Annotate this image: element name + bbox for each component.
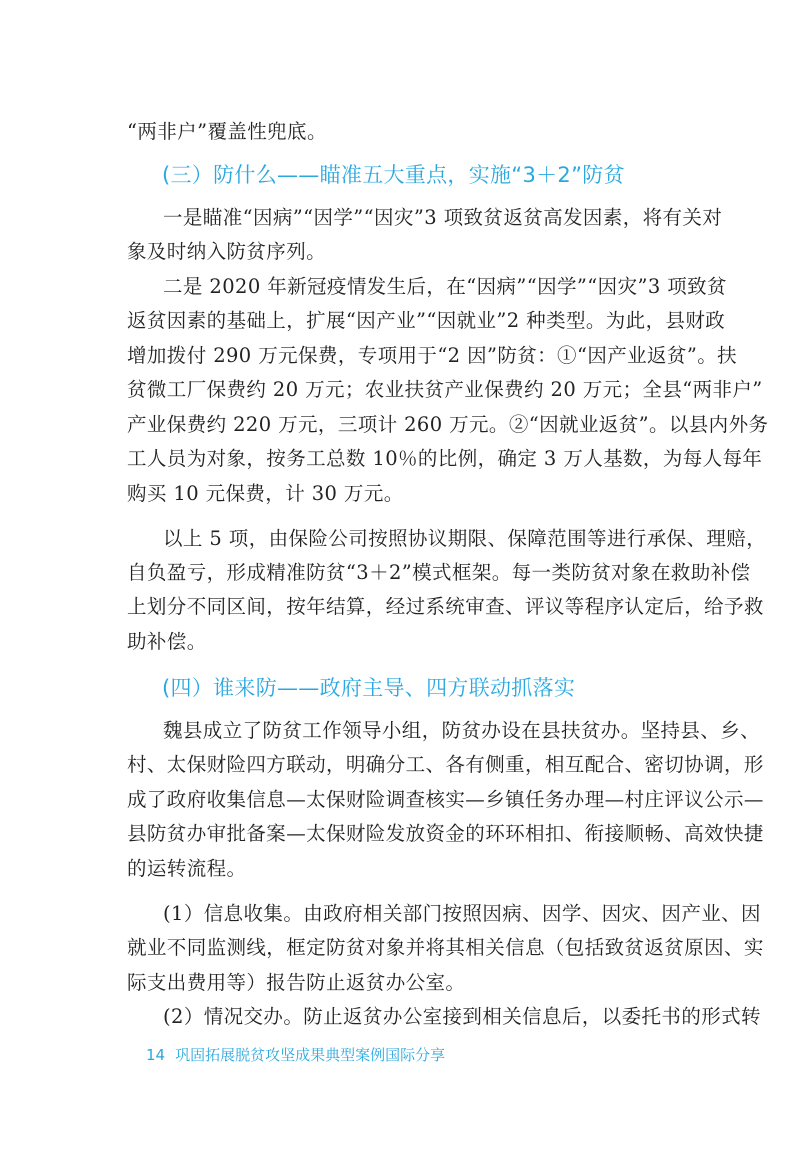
paragraph-line: 产业保费约 220 万元，三项计 260 万元。②“因就业返贫”。以县内外务 (127, 413, 769, 436)
paragraph-line: 就业不同监测线，框定防贫对象并将其相关信息（包括致贫返贫原因、实 (127, 936, 764, 959)
paragraph-line: 二是 2020 年新冠疫情发生后，在“因病”“因学”“因灾”3 项致贫 (163, 275, 727, 298)
paragraph-line: 成了政府收集信息—太保财险调查核实—乡镇任务办理—村庄评议公示— (127, 788, 764, 811)
paragraph-line: 工人员为对象，按务工总数 10％的比例，确定 3 万人基数，为每人每年 (127, 447, 763, 470)
paragraph-line: 助补偿。 (127, 630, 207, 653)
paragraph-line: 增加拨付 290 万元保费，专项用于“2 因”防贫：①“因产业返贫”。扶 (127, 344, 737, 367)
paragraph-line: 魏县成立了防贫工作领导小组，防贫办设在县扶贫办。坚持县、乡、 (163, 719, 761, 742)
paragraph-line: 象及时纳入防贫序列。 (127, 240, 327, 263)
paragraph-line: 返贫因素的基础上，扩展“因产业”“因就业”2 种类型。为此，县财政 (127, 309, 726, 332)
paragraph-line: 购买 10 元保费，计 30 万元。 (127, 482, 404, 505)
paragraph-line: 以上 5 项，由保险公司按照协议期限、保障范围等进行承保、理赔， (163, 527, 767, 550)
paragraph-line: 村、太保财险四方联动，明确分工、各有侧重，相互配合、密切协调，形 (127, 753, 764, 776)
paragraph-line: 自负盈亏，形成精准防贫“3＋2”模式框架。每一类防贫对象在救助补偿 (127, 561, 751, 584)
paragraph-line: 上划分不同区间，按年结算，经过系统审查、评议等程序认定后，给予救 (127, 595, 764, 618)
section-heading-3: (三）防什么——瞄准五大重点，实施“3＋2”防贫 (162, 163, 625, 187)
page-number: 14 (146, 1046, 166, 1064)
page-footer (146, 1045, 445, 1065)
paragraph-line: 一是瞄准“因病”“因学”“因灾”3 项致贫返贫高发因素，将有关对 (163, 206, 723, 229)
footer-title: 巩固拓展脱贫攻坚成果典型案例国际分享 (175, 1046, 446, 1064)
paragraph-line: 县防贫办审批备案—太保财险发放资金的环环相扣、衔接顺畅、高效快捷 (127, 822, 764, 845)
section-heading-4: (四）谁来防——政府主导、四方联动抓落实 (162, 676, 576, 700)
paragraph-line: (1）信息收集。由政府相关部门按照因病、因学、因灾、因产业、因 (163, 902, 761, 925)
paragraph-line: (2）情况交办。防止返贫办公室接到相关信息后，以委托书的形式转 (163, 1005, 761, 1028)
paragraph-line: 贫微工厂保费约 20 万元；农业扶贫产业保费约 20 万元；全县“两非户” (127, 378, 763, 401)
paragraph-line: “两非户”覆盖性兜底。 (127, 120, 327, 143)
paragraph-line: 的运转流程。 (127, 857, 247, 880)
paragraph-line: 际支出费用等）报告防止返贫办公室。 (127, 971, 466, 994)
